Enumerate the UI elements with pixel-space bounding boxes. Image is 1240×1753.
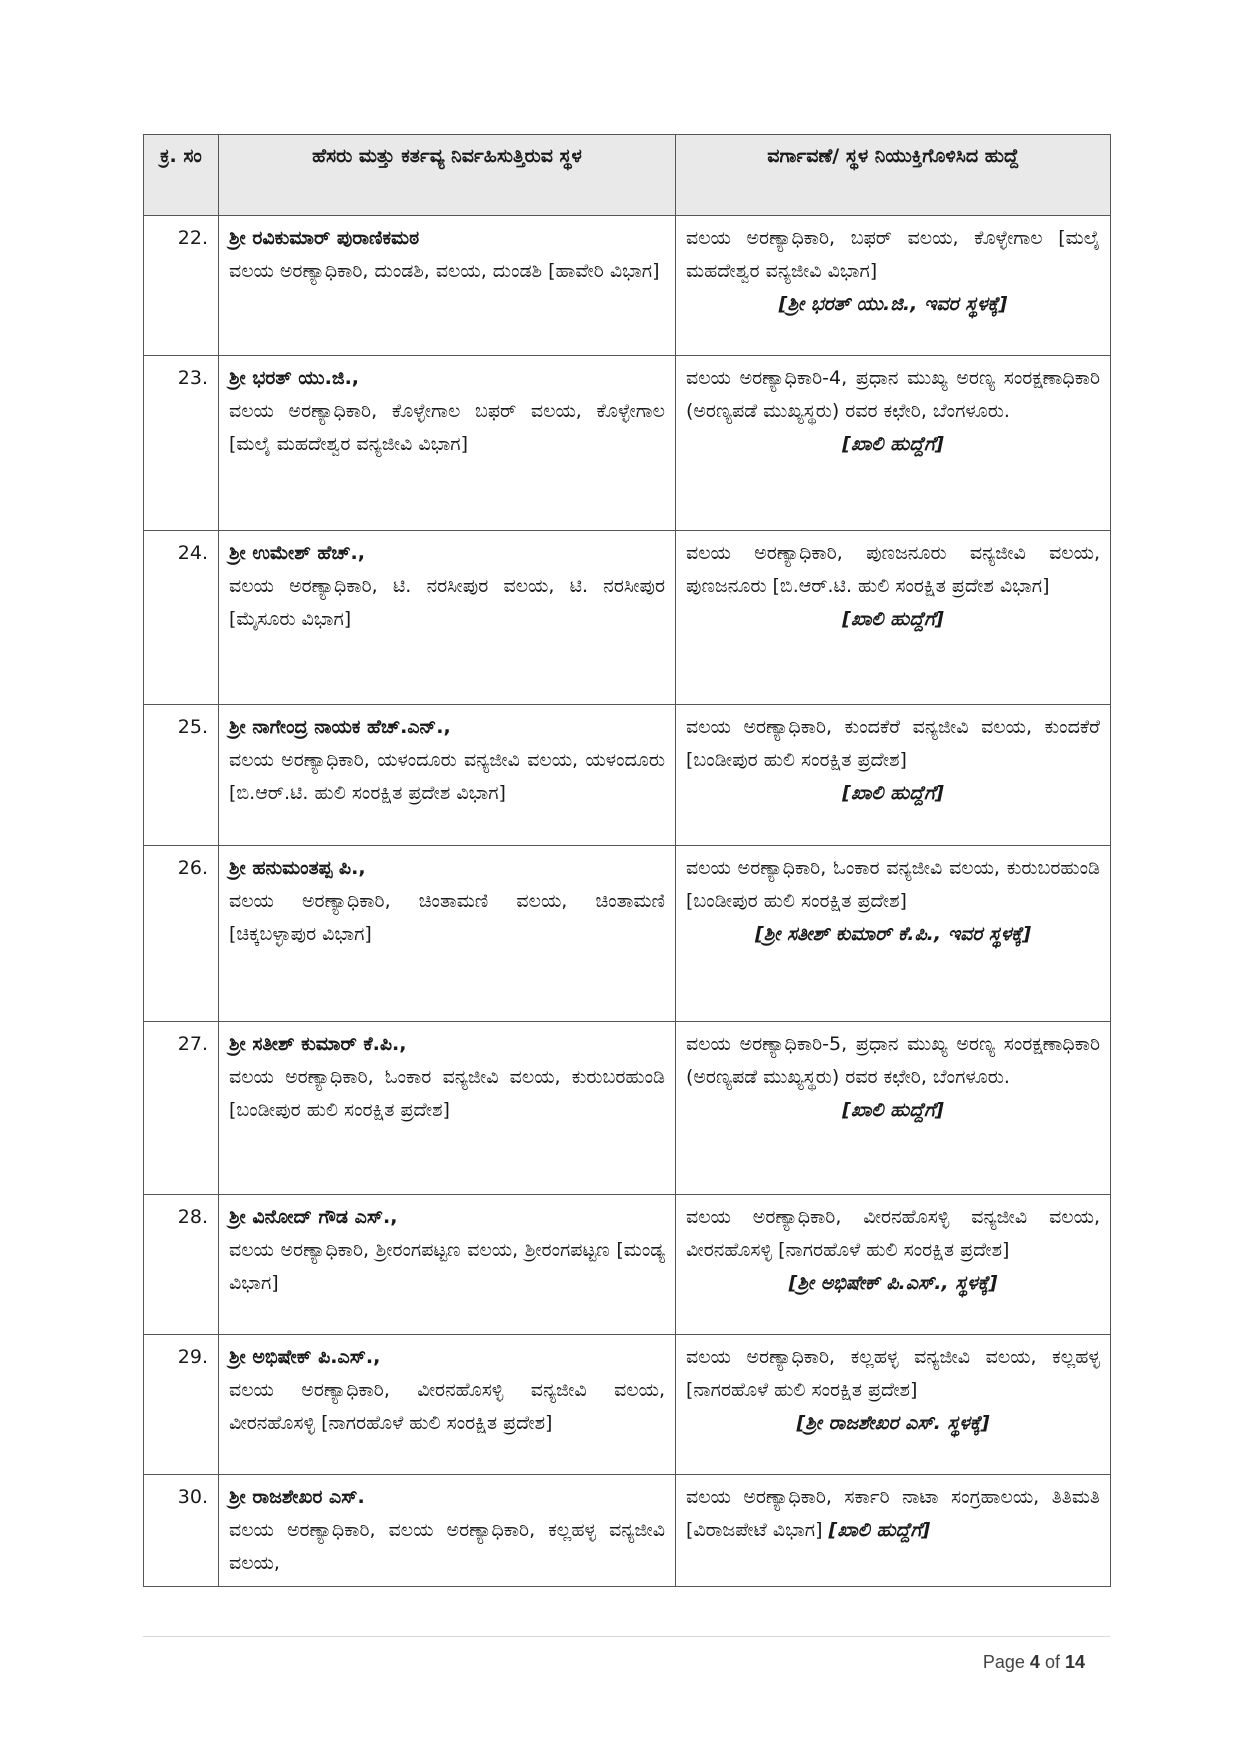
table-row	[144, 1475, 1111, 1587]
serial-number: 24.	[144, 531, 219, 705]
posting-cell	[676, 1195, 1111, 1335]
posting-note: [ಖಾಲಿ ಹುದ್ದೆಗೆ]	[828, 1519, 931, 1541]
table-row	[144, 1022, 1111, 1195]
new-posting-with-note	[686, 1481, 1100, 1547]
serial-number: 23.	[144, 356, 219, 531]
new-posting: ವಲಯ ಅರಣ್ಯಾಧಿಕಾರಿ, ಬಫರ್ ವಲಯ, ಕೊಳ್ಳೇಗಾಲ [ಮಲೈ ಮಹದೇಶ್ವರ ವನ್ಯಜೀವಿ ವಿಭಾಗ]	[686, 227, 1100, 282]
current-place: ವಲಯ ಅರಣ್ಯಾಧಿಕಾರಿ, ಯಳಂದೂರು ವನ್ಯಜೀವಿ ವಲಯ, ಯಳಂದೂರು [ಬಿ.ಆರ್.ಟಿ. ಹುಲಿ ಸಂರಕ್ಷಿತ ಪ್ರದೇಶ ವಿಭಾಗ]	[229, 749, 665, 804]
table-row	[144, 1195, 1111, 1335]
name-place-cell	[219, 356, 676, 531]
posting-cell	[676, 216, 1111, 356]
footer-divider	[143, 1636, 1110, 1637]
serial-number: 25.	[144, 705, 219, 846]
officer-name: ಶ್ರೀ ಅಭಿಷೇಕ್ ಪಿ.ಎಸ್.,	[229, 1346, 381, 1368]
posting-note: [ಖಾಲಿ ಹುದ್ದೆಗೆ]	[842, 1099, 944, 1121]
posting-cell	[676, 705, 1111, 846]
current-place: ವಲಯ ಅರಣ್ಯಾಧಿಕಾರಿ, ಚಿಂತಾಮಣಿ ವಲಯ, ಚಿಂತಾಮಣಿ [ಚಿಕ್ಕಬಳ್ಳಾಪುರ ವಿಭಾಗ]	[229, 890, 665, 945]
new-posting: ವಲಯ ಅರಣ್ಯಾಧಿಕಾರಿ, ವೀರನಹೊಸಳ್ಳಿ ವನ್ಯಜೀವಿ ವಲಯ, ವೀರನಹೊಸಳ್ಳಿ [ನಾಗರಹೊಳೆ ಹುಲಿ ಸಂರಕ್ಷಿತ ಪ್ರದೇಶ]	[686, 1206, 1100, 1261]
transfer-table	[143, 134, 1111, 1587]
name-place-cell	[219, 705, 676, 846]
posting-cell	[676, 531, 1111, 705]
posting-note: [ಶ್ರೀ ಸತೀಶ್ ಕುಮಾರ್ ಕೆ.ಪಿ., ಇವರ ಸ್ಥಳಕ್ಕೆ]	[754, 923, 1032, 945]
officer-name: ಶ್ರೀ ರವಿಕುಮಾರ್ ಪುರಾಣಿಕಮಠ	[229, 227, 420, 249]
header-serial-number: ಕ್ರ. ಸಂ	[144, 135, 219, 216]
posting-note: [ಖಾಲಿ ಹುದ್ದೆಗೆ]	[842, 608, 944, 630]
posting-cell	[676, 356, 1111, 531]
name-place-cell	[219, 1475, 676, 1587]
page-number	[983, 1652, 1085, 1673]
name-place-cell	[219, 1022, 676, 1195]
current-place: ವಲಯ ಅರಣ್ಯಾಧಿಕಾರಿ, ಓಂಕಾರ ವನ್ಯಜೀವಿ ವಲಯ, ಕುರುಬರಹುಂಡಿ [ಬಂಡೀಪುರ ಹುಲಿ ಸಂರಕ್ಷಿತ ಪ್ರದೇಶ]	[229, 1066, 665, 1121]
name-place-cell	[219, 1195, 676, 1335]
posting-note: [ಖಾಲಿ ಹುದ್ದೆಗೆ]	[842, 782, 944, 804]
posting-note: [ಶ್ರೀ ಅಭಿಷೇಕ್ ಪಿ.ಎಸ್., ಸ್ಥಳಕ್ಕೆ]	[788, 1272, 998, 1294]
table-header-row	[144, 135, 1111, 216]
officer-name: ಶ್ರೀ ಸತೀಶ್ ಕುಮಾರ್ ಕೆ.ಪಿ.,	[229, 1033, 407, 1055]
page-of-label: of	[1044, 1652, 1060, 1672]
table-row	[144, 846, 1111, 1022]
table-row	[144, 705, 1111, 846]
name-place-cell	[219, 216, 676, 356]
table-row	[144, 216, 1111, 356]
officer-name: ಶ್ರೀ ವಿನೋದ್ ಗೌಡ ಎಸ್.,	[229, 1206, 398, 1228]
posting-cell	[676, 846, 1111, 1022]
officer-name: ಶ್ರೀ ಭರತ್ ಯು.ಜಿ.,	[229, 367, 360, 389]
table-row	[144, 356, 1111, 531]
new-posting: ವಲಯ ಅರಣ್ಯಾಧಿಕಾರಿ-4, ಪ್ರಧಾನ ಮುಖ್ಯ ಅರಣ್ಯ ಸಂರಕ್ಷಣಾಧಿಕಾರಿ (ಅರಣ್ಯಪಡೆ ಮುಖ್ಯಸ್ಥರು) ರವರ ಕಛೇರಿ, ಬೆಂಗಳೂರು.	[686, 367, 1100, 422]
name-place-cell	[219, 846, 676, 1022]
posting-note: [ಶ್ರೀ ರಾಜಶೇಖರ ಎಸ್. ಸ್ಥಳಕ್ಕೆ]	[796, 1412, 990, 1434]
posting-cell	[676, 1335, 1111, 1475]
table-row	[144, 531, 1111, 705]
posting-note: [ಖಾಲಿ ಹುದ್ದೆಗೆ]	[842, 433, 944, 455]
officer-name: ಶ್ರೀ ಉಮೇಶ್ ಹೆಚ್.,	[229, 542, 365, 564]
posting-cell	[676, 1475, 1111, 1587]
new-posting: ವಲಯ ಅರಣ್ಯಾಧಿಕಾರಿ, ಪುಣಜನೂರು ವನ್ಯಜೀವಿ ವಲಯ, ಪುಣಜನೂರು [ಬಿ.ಆರ್.ಟಿ. ಹುಲಿ ಸಂರಕ್ಷಿತ ಪ್ರದೇಶ ವಿಭಾಗ]	[686, 542, 1100, 597]
header-transfer-post: ವರ್ಗಾವಣೆ/ ಸ್ಥಳ ನಿಯುಕ್ತಿಗೊಳಿಸಿದ ಹುದ್ದೆ	[676, 135, 1111, 216]
serial-number: 29.	[144, 1335, 219, 1475]
serial-number: 28.	[144, 1195, 219, 1335]
current-place: ವಲಯ ಅರಣ್ಯಾಧಿಕಾರಿ, ವೀರನಹೊಸಳ್ಳಿ ವನ್ಯಜೀವಿ ವಲಯ, ವೀರನಹೊಸಳ್ಳಿ [ನಾಗರಹೊಳೆ ಹುಲಿ ಸಂರಕ್ಷಿತ ಪ್ರದೇಶ]	[229, 1379, 665, 1434]
current-place: ವಲಯ ಅರಣ್ಯಾಧಿಕಾರಿ, ಕೊಳ್ಳೇಗಾಲ ಬಫರ್ ವಲಯ, ಕೊಳ್ಳೇಗಾಲ [ಮಲೈ ಮಹದೇಶ್ವರ ವನ್ಯಜೀವಿ ವಿಭಾಗ]	[229, 400, 665, 455]
serial-number: 22.	[144, 216, 219, 356]
total-pages: 14	[1064, 1652, 1085, 1672]
name-place-cell	[219, 1335, 676, 1475]
new-posting: ವಲಯ ಅರಣ್ಯಾಧಿಕಾರಿ-5, ಪ್ರಧಾನ ಮುಖ್ಯ ಅರಣ್ಯ ಸಂರಕ್ಷಣಾಧಿಕಾರಿ (ಅರಣ್ಯಪಡೆ ಮುಖ್ಯಸ್ಥರು) ರವರ ಕಛೇರಿ, ಬೆಂಗಳೂರು.	[686, 1033, 1100, 1088]
current-place: ವಲಯ ಅರಣ್ಯಾಧಿಕಾರಿ, ದುಂಡಶಿ, ವಲಯ, ದುಂಡಶಿ [ಹಾವೇರಿ ವಿಭಾಗ]	[229, 260, 660, 282]
posting-note: [ಶ್ರೀ ಭರತ್ ಯು.ಜಿ., ಇವರ ಸ್ಥಳಕ್ಕೆ]	[778, 293, 1008, 315]
new-posting: ವಲಯ ಅರಣ್ಯಾಧಿಕಾರಿ, ಕಲ್ಲಹಳ್ಳ ವನ್ಯಜೀವಿ ವಲಯ, ಕಲ್ಲಹಳ್ಳ [ನಾಗರಹೊಳೆ ಹುಲಿ ಸಂರಕ್ಷಿತ ಪ್ರದೇಶ]	[686, 1346, 1100, 1401]
name-place-cell	[219, 531, 676, 705]
officer-name: ಶ್ರೀ ರಾಜಶೇಖರ ಎಸ್.	[229, 1486, 365, 1508]
posting-cell	[676, 1022, 1111, 1195]
serial-number: 27.	[144, 1022, 219, 1195]
serial-number: 26.	[144, 846, 219, 1022]
current-page: 4	[1029, 1652, 1040, 1672]
new-posting: ವಲಯ ಅರಣ್ಯಾಧಿಕಾರಿ, ಓಂಕಾರ ವನ್ಯಜೀವಿ ವಲಯ, ಕುರುಬರಹುಂಡಿ [ಬಂಡೀಪುರ ಹುಲಿ ಸಂರಕ್ಷಿತ ಪ್ರದೇಶ]	[686, 857, 1100, 912]
officer-name: ಶ್ರೀ ಹನುಮಂತಪ್ಪ ಪಿ.,	[229, 857, 366, 879]
header-name-place: ಹೆಸರು ಮತ್ತು ಕರ್ತವ್ಯ ನಿರ್ವಹಿಸುತ್ತಿರುವ ಸ್ಥಳ	[219, 135, 676, 216]
current-place: ವಲಯ ಅರಣ್ಯಾಧಿಕಾರಿ, ಟಿ. ನರಸೀಪುರ ವಲಯ, ಟಿ. ನರಸೀಪುರ [ಮೈಸೂರು ವಿಭಾಗ]	[229, 575, 665, 630]
current-place: ವಲಯ ಅರಣ್ಯಾಧಿಕಾರಿ, ಶ್ರೀರಂಗಪಟ್ಟಣ ವಲಯ, ಶ್ರೀರಂಗಪಟ್ಟಣ [ಮಂಡ್ಯ ವಿಭಾಗ]	[229, 1239, 665, 1294]
table-row	[144, 1335, 1111, 1475]
page-label: Page	[982, 1652, 1025, 1672]
new-posting: ವಲಯ ಅರಣ್ಯಾಧಿಕಾರಿ, ಸರ್ಕಾರಿ ನಾಟಾ ಸಂಗ್ರಹಾಲಯ, ತಿತಿಮತಿ [ವಿರಾಜಪೇಟೆ ವಿಭಾಗ]	[686, 1486, 1100, 1541]
current-place: ವಲಯ ಅರಣ್ಯಾಧಿಕಾರಿ, ವಲಯ ಅರಣ್ಯಾಧಿಕಾರಿ, ಕಲ್ಲಹಳ್ಳ ವನ್ಯಜೀವಿ ವಲಯ,	[229, 1519, 665, 1574]
officer-name: ಶ್ರೀ ನಾಗೇಂದ್ರ ನಾಯಕ ಹೆಚ್.ಎನ್.,	[229, 716, 451, 738]
serial-number: 30.	[144, 1475, 219, 1587]
new-posting: ವಲಯ ಅರಣ್ಯಾಧಿಕಾರಿ, ಕುಂದಕೆರೆ ವನ್ಯಜೀವಿ ವಲಯ, ಕುಂದಕೆರೆ [ಬಂಡೀಪುರ ಹುಲಿ ಸಂರಕ್ಷಿತ ಪ್ರದೇಶ]	[686, 716, 1100, 771]
